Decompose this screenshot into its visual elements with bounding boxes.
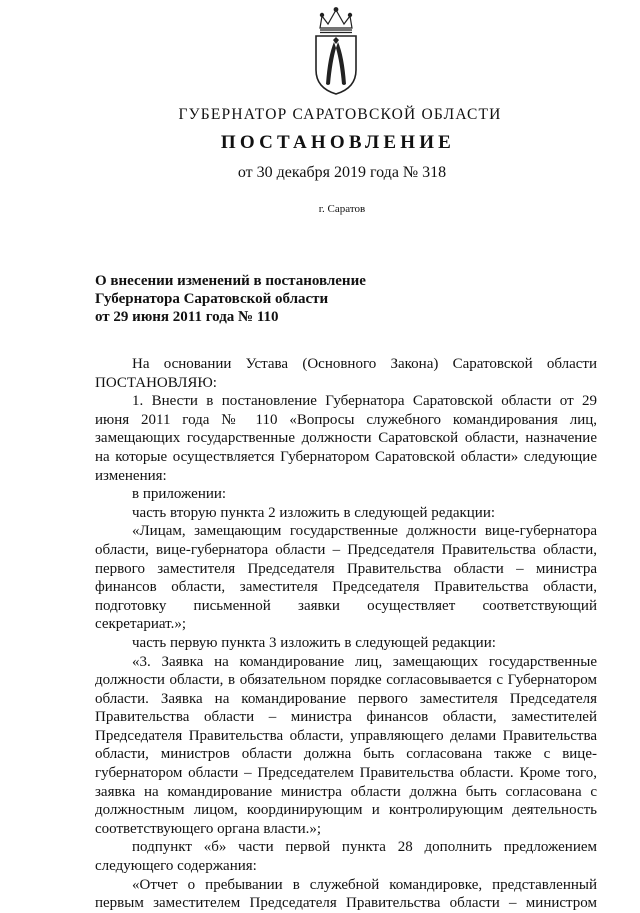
document-subject: [95, 272, 366, 326]
paragraph: 1. Внести в постановление Губернатора Саратовской области от 29 июня 2011 года № 110 «Вопросы служебного командирования лиц, замещающих государственные должности Саратовской области, назначение на которые осуществляется Губернатором Саратовской области» следующие изменения:: [95, 393, 597, 484]
subject-line: Губернатора Саратовской области: [95, 291, 329, 307]
subject-line: О внесении изменений в постановление: [95, 273, 366, 289]
date-and-number: от 30 декабря 2019 года № 318: [237, 164, 447, 181]
coat-of-arms-icon: [306, 6, 366, 96]
paragraph: часть первую пункта 3 изложить в следующей редакции:: [132, 634, 496, 651]
paragraph: «Лицам, замещающим государственные должности вице-губернатора области, вице-губернатора области – Председателя Правительства области, первого заместителя Председателя Правительства области – министра финансов области, заместителя Председателя Правительства области, подготовку письменной заявки осуществляет соответствующий секретариат.»;: [95, 523, 597, 633]
paragraph: На основании Устава (Основного Закона) Саратовской области: [132, 356, 597, 372]
paragraph: «3. Заявка на командирование лиц, замещающих государственные должности области, в обязательном порядке согласовывается с Губернатором области. Заявка на командирование первого заместителя Председателя Правительства области – министра финансов области, заместителей Председателя Правительства области, управляющего делами Правительства области, министров области должна быть согласована также с вице-губернатором области – Председателем Правительства области. Кроме того, заявка на командирование министра области должна быть согласована с должностным лицом, координирующим и контролирующим деятельность соответствующего органа власти.»;: [95, 653, 597, 837]
paragraph: подпункт «б» части первой пункта 28 дополнить предложением следующего содержания:: [95, 839, 597, 875]
paragraph: часть вторую пункта 2 изложить в следующей редакции:: [132, 504, 496, 521]
subject-line: от 29 июня 2011 года № 110: [95, 309, 279, 325]
document-type-title: ПОСТАНОВЛЕНИЕ: [220, 132, 456, 153]
city-label: г. Саратов: [318, 203, 366, 215]
paragraph: ПОСТАНОВЛЯЮ:: [95, 374, 217, 391]
document-body: [95, 355, 597, 913]
paragraph: в приложении:: [132, 486, 227, 503]
governor-heading: ГУБЕРНАТОР САРАТОВСКОЙ ОБЛАСТИ: [178, 106, 502, 123]
paragraph: «Отчет о пребывании в служебной командировке, представленный первым заместителем Председателя Правительства области – министром: [95, 876, 597, 912]
